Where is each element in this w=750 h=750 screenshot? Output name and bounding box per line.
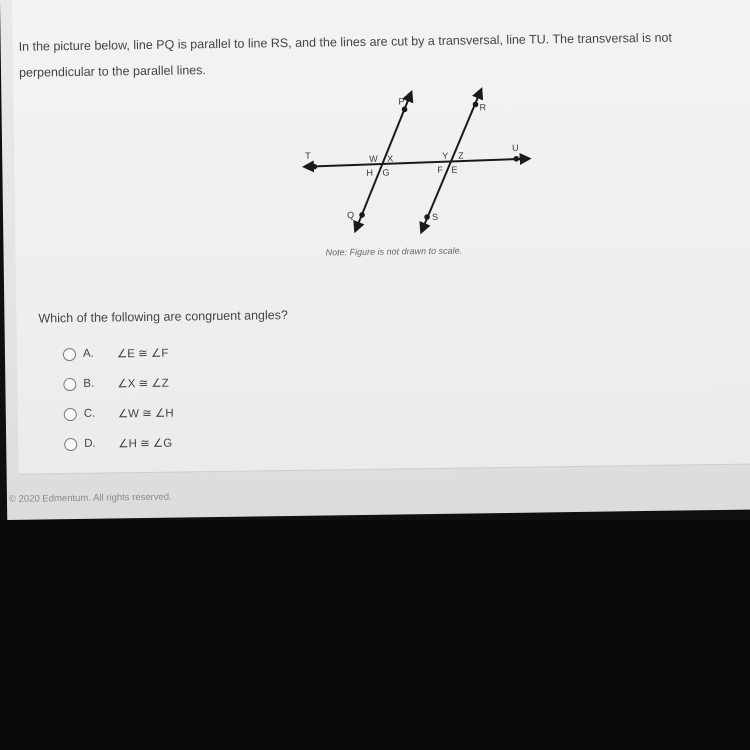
question-stem: Which of the following are congruent angles? xyxy=(38,308,288,326)
option-text: ∠W ≅ ∠H xyxy=(117,407,174,421)
figure-note: Note: Figure is not drawn to scale. xyxy=(325,245,463,258)
option-letter: C. xyxy=(83,407,96,420)
label-f: F xyxy=(437,164,443,175)
option-a[interactable] xyxy=(63,338,173,370)
label-u: U xyxy=(512,142,519,153)
option-letter: A. xyxy=(82,347,94,360)
copyright-footer: © 2020 Edmentum. All rights reserved. xyxy=(8,491,172,505)
option-c[interactable] xyxy=(64,398,174,430)
label-h: H xyxy=(366,167,374,178)
line-tu xyxy=(304,159,529,167)
option-text: ∠H ≅ ∠G xyxy=(118,437,173,451)
option-text: ∠X ≅ ∠Z xyxy=(117,377,169,391)
label-s: S xyxy=(432,211,439,222)
radio-button-d[interactable] xyxy=(64,437,77,450)
label-g: G xyxy=(382,167,390,178)
option-letter: D. xyxy=(84,437,96,450)
label-w: W xyxy=(369,153,378,164)
radio-button-c[interactable] xyxy=(64,407,77,420)
radio-button-a[interactable] xyxy=(63,347,76,360)
dark-surround xyxy=(0,520,750,750)
geometry-figure xyxy=(283,80,545,264)
answer-options xyxy=(63,338,174,460)
label-y: Y xyxy=(442,150,449,161)
label-q: Q xyxy=(346,210,355,221)
label-t: T xyxy=(305,150,311,161)
option-b[interactable] xyxy=(63,368,173,400)
point-t xyxy=(312,164,318,170)
label-e: E xyxy=(451,164,458,175)
label-r: R xyxy=(479,102,487,113)
option-d[interactable] xyxy=(64,428,174,460)
question-prompt: In the picture below, line PQ is parallel to line RS, and the lines are cut by a transversal, line TU. The transversal is not perpendicular to the parallel lines. xyxy=(18,30,673,80)
label-x: X xyxy=(387,153,394,164)
point-u xyxy=(513,156,519,162)
line-pq xyxy=(353,92,413,231)
option-text: ∠E ≅ ∠F xyxy=(116,347,169,361)
question-card xyxy=(12,0,750,475)
option-letter: B. xyxy=(83,377,95,390)
parallel-lines-diagram xyxy=(283,80,545,264)
label-p: P xyxy=(398,96,405,107)
radio-button-b[interactable] xyxy=(63,377,76,390)
label-z: Z xyxy=(458,150,464,161)
